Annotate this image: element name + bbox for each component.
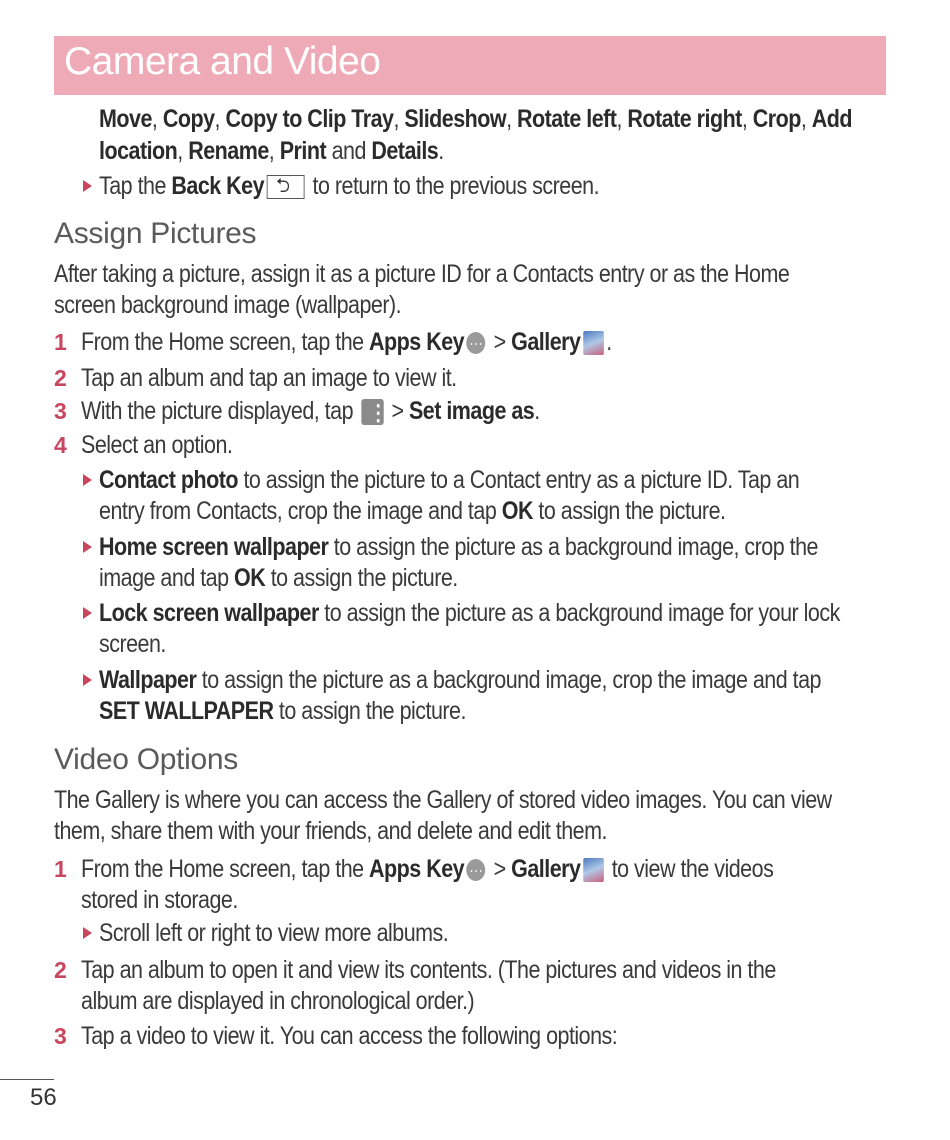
option-wallpaper-line-2: SET WALLPAPER to assign the picture. — [99, 697, 466, 725]
option-contact-photo-line-2: entry from Contacts, crop the image and tap OK to assign the picture. — [99, 497, 726, 525]
video-step-3: Tap a video to view it. You can access the following options: — [81, 1022, 618, 1050]
bullet-arrow-icon — [83, 180, 92, 192]
step-number: 4 — [54, 432, 67, 458]
video-step-2-line-1: Tap an album to open it and view its contents. (The pictures and videos in the — [81, 956, 776, 984]
bullet-arrow-icon — [83, 927, 92, 939]
assign-pictures-heading: Assign Pictures — [54, 217, 257, 250]
assign-step-4: Select an option. — [81, 431, 233, 459]
bullet-arrow-icon — [83, 474, 92, 486]
step-number: 1 — [54, 329, 67, 355]
step-number: 1 — [54, 856, 67, 882]
assign-desc-line-1: After taking a picture, assign it as a picture ID for a Contacts entry or as the Home — [54, 260, 790, 288]
video-options-heading: Video Options — [54, 743, 239, 776]
menu-icon — [361, 399, 383, 425]
intro-line-2: location, Rename, Print and Details. — [99, 137, 444, 165]
bullet-arrow-icon — [83, 607, 92, 619]
option-wallpaper-line-1: Wallpaper to assign the picture as a background image, crop the image and tap — [99, 666, 821, 694]
video-step-1-line-1: From the Home screen, tap the Apps Key⋯ > Gallery to view the videos — [81, 853, 773, 885]
apps-key-icon — [467, 859, 486, 881]
assign-step-2: Tap an album and tap an image to view it. — [81, 364, 457, 392]
back-key-icon — [267, 175, 305, 199]
option-home-wallpaper-line-2: image and tap OK to assign the picture. — [99, 564, 458, 592]
page-number: 56 — [30, 1084, 57, 1111]
footer-rule — [0, 1079, 54, 1080]
intro-line-1: Move, Copy, Copy to Clip Tray, Slideshow, Rotate left, Rotate right, Crop, Add — [99, 105, 853, 133]
step-number: 3 — [54, 398, 67, 424]
section-banner — [54, 36, 886, 95]
step-number: 3 — [54, 1023, 67, 1049]
assign-desc-line-2: screen background image (wallpaper). — [54, 291, 402, 319]
gallery-icon — [583, 331, 604, 355]
option-contact-photo-line-1: Contact photo to assign the picture to a Contact entry as a picture ID. Tap an — [99, 466, 800, 494]
back-key-line: Tap the Back Key⮌ to return to the previous screen. — [99, 170, 599, 202]
video-step-2-line-2: album are displayed in chronological order.) — [81, 987, 475, 1015]
assign-step-1: From the Home screen, tap the Apps Key⋯ > Gallery . — [81, 326, 612, 358]
bullet-arrow-icon — [83, 541, 92, 553]
apps-key-icon — [467, 332, 486, 354]
option-lock-wallpaper-line-1: Lock screen wallpaper to assign the picture as a background image for your lock — [99, 599, 840, 627]
page-title: Camera and Video — [64, 40, 381, 83]
video-step-1-line-2: stored in storage. — [81, 886, 238, 914]
option-lock-wallpaper-line-2: screen. — [99, 630, 166, 658]
video-desc-line-2: them, share them with your friends, and delete and edit them. — [54, 817, 607, 845]
video-desc-line-1: The Gallery is where you can access the Gallery of stored video images. You can view — [54, 786, 832, 814]
gallery-icon — [583, 858, 604, 882]
assign-step-3: With the picture displayed, tap ⋮ > Set image as. — [81, 395, 540, 427]
video-step-1-sub: Scroll left or right to view more albums. — [99, 919, 449, 947]
step-number: 2 — [54, 365, 67, 391]
bullet-arrow-icon — [83, 674, 92, 686]
option-home-wallpaper-line-1: Home screen wallpaper to assign the picture as a background image, crop the — [99, 533, 819, 561]
step-number: 2 — [54, 957, 67, 983]
